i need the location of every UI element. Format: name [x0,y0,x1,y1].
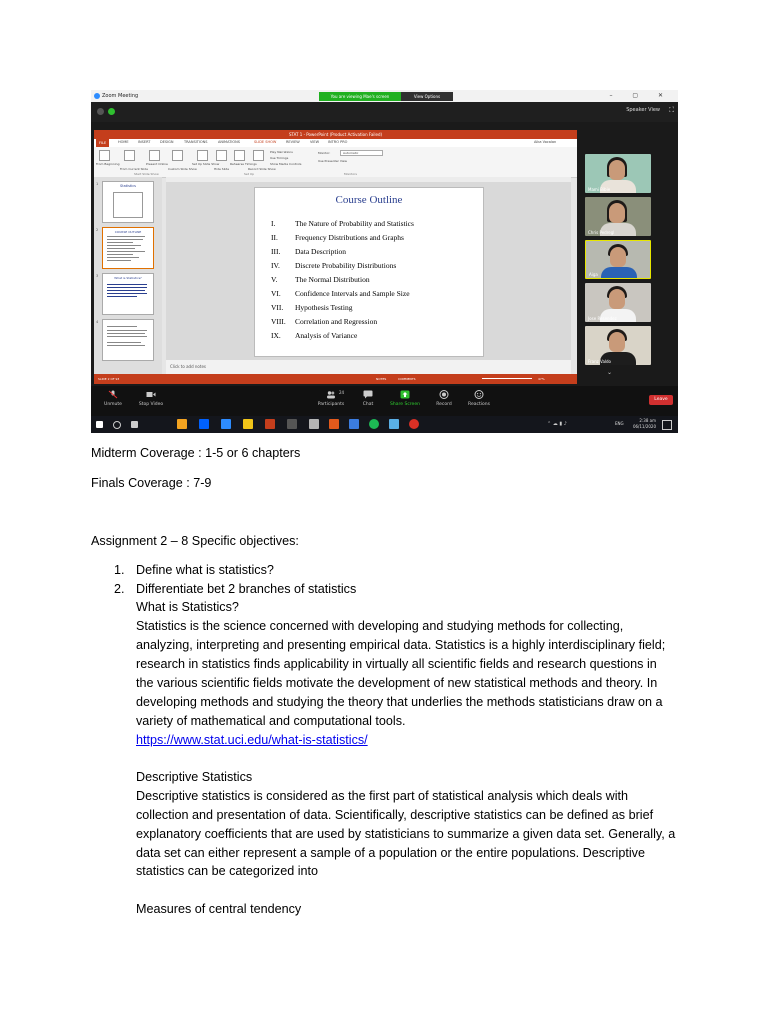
notes-toggle[interactable]: NOTES [376,377,387,381]
present-online-label: Present Online [146,162,168,166]
what-is-statistics-heading: What is Statistics? [136,600,239,614]
outline-item: V. The Normal Distribution [271,275,370,284]
paragraph-line: analyzing, interpreting and presenting empirical data. Statistics is a highly interdisciplinary field; [136,638,666,652]
vlc-icon[interactable] [329,419,339,429]
tab-animations[interactable]: ANIMATIONS [218,140,240,144]
participant-count: 24 [339,390,345,395]
custom-show-icon[interactable] [172,150,183,161]
slide-editing-canvas [166,177,571,374]
paragraph-line: data set can either represent a sample of a population or the entire populations. Descriptive [136,846,645,860]
group-setup-label: Set Up [244,172,254,176]
tab-insert[interactable]: INSERT [138,140,151,144]
language-indicator[interactable]: ENG [615,421,624,426]
present-online-icon[interactable] [149,150,160,161]
paragraph-line: explanatory coefficients that are used by statisticians to summarize a given data set. Generally, a [136,827,676,841]
objective-item: Define what is statistics? [136,563,274,577]
app-icon[interactable] [409,419,419,429]
view-options-button[interactable]: View Options [401,92,453,101]
reactions-button[interactable]: Reactions [459,390,499,407]
outline-item: III. Data Description [271,247,347,256]
central-tendency-heading: Measures of central tendency [136,902,302,916]
use-timings-checkbox[interactable]: Use Timings [270,156,289,160]
outline-item: IV. Discrete Probability Distributions [271,261,397,270]
participant-name: Mami Bibie [588,187,611,192]
edge-icon[interactable] [349,419,359,429]
share-screen-icon [400,390,410,399]
slide-thumbnail[interactable]: 3 What is Statistics? [102,273,154,315]
zoom-logo-icon [94,93,100,99]
chrome-icon[interactable] [177,419,187,429]
participants-icon [326,390,336,399]
participant-name: Aiga [589,272,598,277]
current-slide[interactable] [254,187,484,357]
slide-thumbnail[interactable]: 1 Statistics [102,181,154,223]
objective-item: Differentiate bet 2 branches of statistics [136,582,357,596]
paragraph-line: research in statistics finds applicability in virtually all scientific fields and research questions in [136,657,657,671]
outline-item: II. Frequency Distributions and Graphs [271,233,404,242]
zoom-taskbar-icon[interactable] [221,419,231,429]
tab-home[interactable]: HOME [118,140,129,144]
rehearse-icon[interactable] [234,150,245,161]
video-tile-active-speaker[interactable] [585,240,651,279]
paragraph-line: variety of mathematical and computational tools. [136,714,406,728]
finals-coverage: Finals Coverage : 7-9 [91,476,212,490]
window-controls[interactable]: – ▢ ✕ [609,92,672,99]
hide-slide-label: Hide Slide [214,167,230,171]
notes-pane[interactable]: Click to add notes [166,360,571,374]
video-tile[interactable] [585,326,651,365]
powerpoint-window [94,130,577,384]
ppt-ribbon [94,147,577,178]
video-tile[interactable] [585,283,651,322]
play-narrations-checkbox[interactable]: Play Narrations [270,150,293,154]
share-screen-button[interactable]: Share Screen [385,390,425,407]
clock[interactable]: 2:38 am 06/11/2020 [632,418,656,429]
zoom-level: 47% [538,377,545,381]
tab-file[interactable]: FILE [96,139,109,149]
participant-name: Chris Pedregl [588,230,615,235]
zoom-app-title: Zoom Meeting [102,93,139,99]
file-explorer-icon[interactable] [243,419,253,429]
app-icon[interactable] [389,419,399,429]
chat-bubble-icon [363,390,373,399]
calculator-icon[interactable] [287,419,297,429]
paragraph-line: Statistics is the science concerned with developing and studying methods for collecting, [136,619,624,633]
speaker-view-button[interactable]: Speaker View [626,107,660,113]
outline-item: VI. Confidence Intervals and Sample Size [271,289,410,298]
paragraph-line: collection and presentation of data. Scientifically, descriptive statistics can be defined as brief [136,808,654,822]
paragraph-line: statistics can be categorized into [136,864,319,878]
zoom-screenshot [91,90,678,433]
outline-item: VII. Hypothesis Testing [271,303,353,312]
monitor-select[interactable]: Automatic [340,150,383,156]
spotify-icon[interactable] [369,419,379,429]
ppt-ribbon-tabs [94,139,577,147]
participant-name: Jose Resendez [588,316,617,321]
midterm-coverage: Midterm Coverage : 1-5 or 6 chapters [91,446,301,460]
ppt-user-name: Aika Vocalan [534,140,557,144]
monitor-label: Monitor: [318,151,331,155]
list-number: 2. [114,582,125,596]
participants-button[interactable]: Participants 24 [317,390,345,407]
hide-slide-icon[interactable] [216,150,227,161]
custom-show-label: Custom Slide Show [168,167,197,171]
ppt-title-bar: STAT 1 - PowerPoint (Product Activation Failed) [94,130,577,139]
paragraph-line: Descriptive statistics is considered as the first part of statistical analysis which deals with [136,789,629,803]
presenter-view-checkbox[interactable]: Use Presenter View [318,159,347,163]
video-tile[interactable] [585,154,651,193]
windows-taskbar [91,416,678,433]
record-button[interactable]: Record [424,390,464,407]
slide-title: Course Outline [335,194,403,206]
outline-item: IX. Analysis of Variance [271,331,358,340]
group-monitors-label: Monitors [344,172,357,176]
leave-meeting-button[interactable]: Leave [649,395,673,405]
stop-video-button[interactable]: Stop Video [131,390,171,407]
set-up-show-icon[interactable] [197,150,208,161]
from-beginning-label: From Beginning [96,162,120,166]
video-tile[interactable] [585,197,651,236]
zoom-toolbar [91,386,678,416]
slide-thumbnail-selected[interactable]: 2 COURSE OUTLINE [102,227,154,269]
zoom-slider[interactable] [482,378,532,379]
notifications-icon[interactable] [662,420,672,430]
participant-video-strip [583,152,653,387]
fullscreen-icon[interactable]: ⛶ [669,106,674,114]
tab-intro-pro[interactable]: INTRO PRO [328,140,348,144]
thumb-title: What is Statistics? [114,276,142,280]
zoom-title-bar [91,90,678,102]
outline-item: I. The Nature of Probability and Statistics [271,219,414,228]
paragraph-line: the various scientific fields motivate the development of new statistical methods and theory. In [136,676,658,690]
tab-design[interactable]: DESIGN [160,140,174,144]
windows-start-icon[interactable] [96,421,103,428]
group-start-label: Start Slide Show [134,172,159,176]
slide-thumbnail[interactable]: 4 [102,319,154,361]
tab-transitions[interactable]: TRANSITIONS [184,140,208,144]
outline-item: VIII. Correlation and Regression [271,317,378,326]
search-icon[interactable] [113,421,121,429]
app-icon[interactable] [309,419,319,429]
tab-view[interactable]: VIEW [310,140,320,144]
assignment-heading: Assignment 2 – 8 Specific objectives: [91,534,299,548]
participant-name: Franz Valdo [588,359,611,364]
zoom-meeting-bar [91,102,678,122]
thumb-title: COURSE OUTLINE [114,230,142,234]
horizontal-ruler [166,177,571,182]
chat-button[interactable]: Chat [348,390,388,407]
from-beginning-icon[interactable] [99,150,110,161]
thumb-chart-icon [113,192,143,218]
from-current-label: From Current Slide [120,167,148,171]
show-media-checkbox[interactable]: Show Media Controls [270,162,302,166]
ppt-status-bar [94,374,577,384]
slide-thumbnail-pane [94,177,162,374]
record-show-label: Record Slide Show [248,167,276,171]
record-icon [439,390,449,399]
record-show-icon[interactable] [253,150,264,161]
info-icon[interactable] [97,108,104,115]
paragraph-line: developing methods and studying the theory that underlies the methods statisticians draw on a [136,695,663,709]
task-view-icon[interactable] [131,421,138,428]
source-link-wrapper [136,731,368,750]
tab-slide-show[interactable]: SLIDE SHOW [254,140,277,144]
tab-review[interactable]: REVIEW [286,140,300,144]
powerpoint-icon[interactable] [265,419,275,429]
slide-counter: SLIDE 2 OF 93 [98,377,120,381]
dropbox-icon[interactable] [199,419,209,429]
unmute-button[interactable]: Unmute [93,390,133,407]
chevron-down-icon[interactable]: ⌄ [607,369,613,376]
list-number: 1. [114,563,125,577]
source-link[interactable]: https://www.stat.uci.edu/what-is-statistics/ [136,733,368,747]
security-shield-icon[interactable] [108,108,115,115]
microphone-muted-icon [108,390,118,399]
descriptive-statistics-heading: Descriptive Statistics [136,770,253,784]
from-current-icon[interactable] [124,150,135,161]
smiley-icon [474,390,484,399]
system-tray-icons[interactable]: ⌃ ☁ ▮ ♪ [547,421,567,427]
video-camera-icon [146,390,156,399]
comments-toggle[interactable]: COMMENTS [398,377,416,381]
rehearse-label: Rehearse Timings [230,162,257,166]
viewing-banner: You are viewing Mae's screen [319,92,401,101]
set-up-show-label: Set Up Slide Show [192,162,220,166]
thumb-title: Statistics [120,184,136,188]
